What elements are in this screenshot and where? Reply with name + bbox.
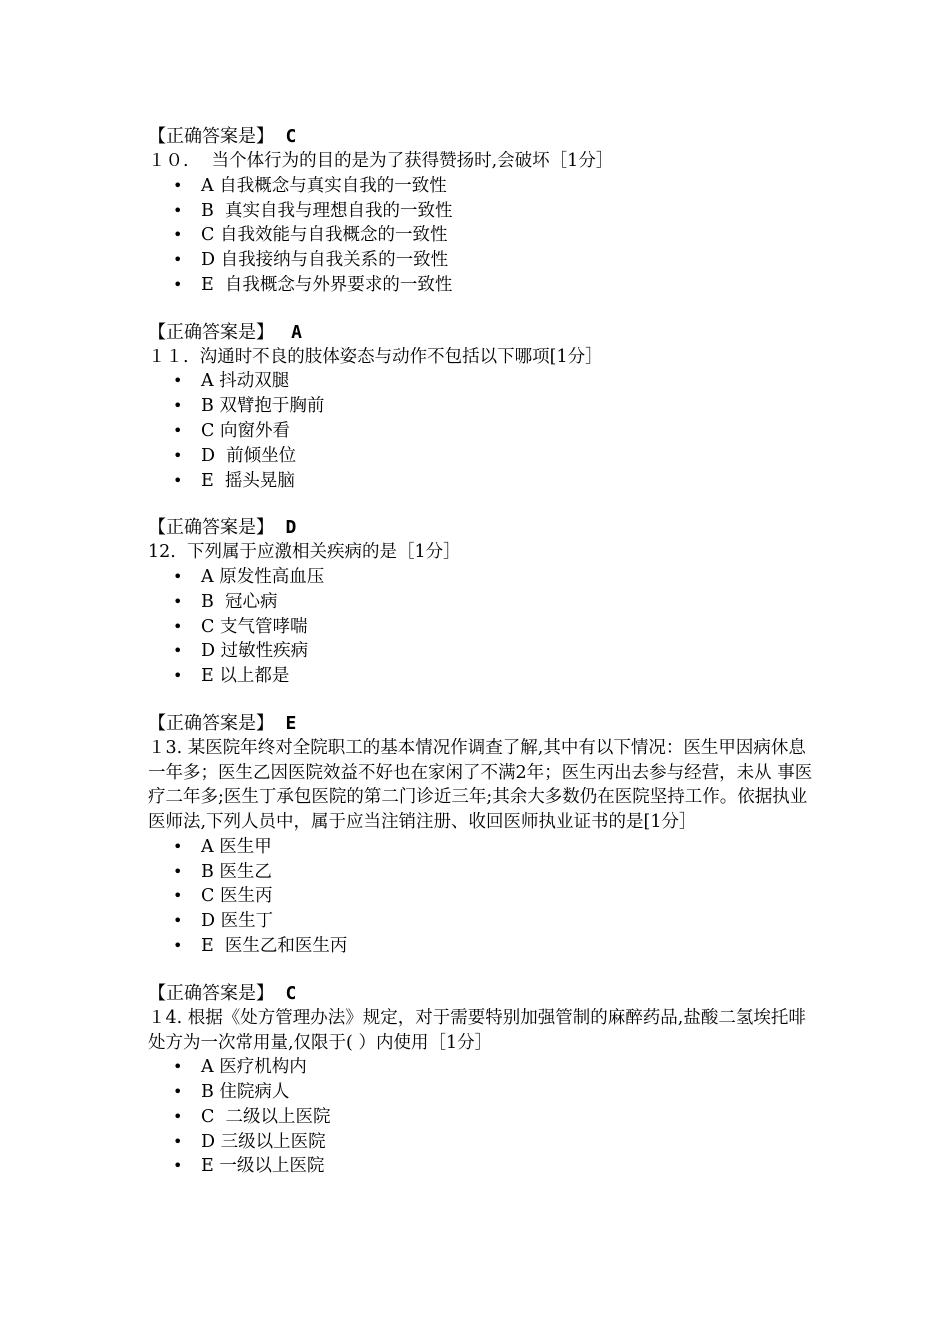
option-item: [148, 934, 818, 959]
option-text: C 医生丙: [201, 886, 273, 907]
bullet-icon: •: [173, 274, 183, 294]
option-text: C 自我效能与自我概念的一致性: [201, 225, 448, 246]
option-item: [148, 174, 818, 199]
option-text: A 医疗机构内: [201, 1057, 307, 1078]
option-text: C 支气管哮喘: [201, 616, 308, 637]
option-text: D 前倾坐位: [201, 445, 297, 466]
bullet-icon: •: [173, 666, 183, 686]
bullet-icon: •: [173, 371, 183, 391]
spacer: [148, 689, 818, 711]
option-item: [148, 860, 818, 885]
option-text: D 三级以上医院: [201, 1131, 326, 1152]
option-text: E 摇头晃脑: [201, 470, 295, 491]
bullet-icon: •: [173, 1057, 183, 1077]
option-item: [148, 369, 818, 394]
option-text: A 自我概念与真实自我的一致性: [201, 175, 447, 196]
answer-letter: C: [285, 982, 297, 1004]
bullet-icon: •: [173, 175, 183, 195]
option-list: [148, 369, 818, 493]
question-text: １3. 某医院年终对全院职工的基本情况作调查了解,其中有以下情况：医生甲因病休息一年多；医生乙因医院效益不好也在家闲了不满2年；医生丙出去参与经营，未从 事医疗二年多;医生丁承包医院的第二门诊近三年;其余大多数仍在医院坚持工作。依据执业医师法,下列人员中，属于应当注销注册、收回医师执业证书的是[1分］: [148, 738, 813, 833]
question-text: 12. 下列属于应激相关疾病的是［1分］: [148, 542, 461, 563]
answer-label: 【正确答案是】: [148, 126, 274, 147]
bullet-icon: •: [173, 396, 183, 416]
option-item: [148, 835, 818, 860]
bullet-icon: •: [173, 250, 183, 270]
answer-letter: E: [285, 713, 297, 735]
bullet-icon: •: [173, 836, 183, 856]
spacer: [148, 298, 818, 320]
correct-answer: [148, 981, 818, 1006]
bullet-icon: •: [173, 225, 183, 245]
option-text: B 医生乙: [201, 861, 272, 882]
option-text: B 真实自我与理想自我的一致性: [201, 200, 453, 221]
option-text: E 一级以上医院: [201, 1156, 325, 1177]
option-item: [148, 615, 818, 640]
option-item: [148, 565, 818, 590]
option-text: E 医生乙和医生丙: [201, 936, 348, 957]
option-text: C 向窗外看: [201, 420, 290, 441]
option-item: [148, 1130, 818, 1155]
bullet-icon: •: [173, 861, 183, 881]
correct-answer: [148, 124, 818, 149]
option-item: [148, 469, 818, 494]
question-text: １１. 沟通时不良的肢体姿态与动作不包括以下哪项[1分］: [148, 346, 603, 367]
bullet-icon: •: [173, 420, 183, 440]
spacer: [148, 959, 818, 981]
option-item: [148, 639, 818, 664]
option-item: [148, 1154, 818, 1179]
option-text: B 双臂抱于胸前: [201, 396, 325, 417]
option-item: [148, 884, 818, 909]
bullet-icon: •: [173, 591, 183, 611]
option-item: [148, 394, 818, 419]
option-item: [148, 1055, 818, 1080]
option-item: [148, 223, 818, 248]
bullet-icon: •: [173, 936, 183, 956]
correct-answer: [148, 711, 818, 736]
option-text: A 医生甲: [201, 836, 272, 857]
option-item: [148, 444, 818, 469]
option-item: [148, 1105, 818, 1130]
option-item: [148, 590, 818, 615]
option-item: [148, 199, 818, 224]
bullet-icon: •: [173, 445, 183, 465]
bullet-icon: •: [173, 616, 183, 636]
answer-letter: C: [285, 126, 297, 147]
option-item: [148, 664, 818, 689]
correct-answer: [148, 515, 818, 540]
bullet-icon: •: [173, 1082, 183, 1102]
option-text: E 自我概念与外界要求的一致性: [201, 274, 453, 295]
option-text: D 医生丁: [201, 911, 274, 932]
option-list: [148, 1055, 818, 1179]
option-text: A 原发性高血压: [201, 567, 325, 588]
bullet-icon: •: [173, 1156, 183, 1176]
bullet-icon: •: [173, 886, 183, 906]
bullet-icon: •: [173, 911, 183, 931]
option-list: [148, 174, 818, 298]
option-text: B 冠心病: [201, 591, 278, 612]
bullet-icon: •: [173, 1131, 183, 1151]
option-text: E 以上都是: [201, 666, 290, 687]
answer-label: 【正确答案是】: [148, 321, 274, 343]
option-item: [148, 1080, 818, 1105]
document-page: [148, 124, 818, 1179]
option-item: [148, 419, 818, 444]
correct-answer: [148, 320, 818, 345]
option-list: [148, 565, 818, 689]
bullet-icon: •: [173, 567, 183, 587]
option-list: [148, 835, 818, 959]
answer-label: 【正确答案是】: [148, 517, 274, 539]
option-text: B 住院病人: [201, 1082, 290, 1103]
option-text: D 过敏性疾病: [201, 641, 309, 662]
bullet-icon: •: [173, 1106, 183, 1126]
bullet-icon: •: [173, 641, 183, 661]
answer-label: 【正确答案是】: [148, 713, 274, 735]
bullet-icon: •: [173, 470, 183, 490]
option-text: D 自我接纳与自我关系的一致性: [201, 250, 449, 271]
answer-letter: D: [285, 517, 297, 539]
answer-label: 【正确答案是】: [148, 982, 274, 1004]
option-text: A 抖动双腿: [201, 371, 290, 392]
bullet-icon: •: [173, 200, 183, 220]
option-item: [148, 273, 818, 298]
option-item: [148, 909, 818, 934]
option-item: [148, 248, 818, 273]
option-text: C 二级以上医院: [201, 1106, 331, 1127]
question-text: １4. 根据《处方管理办法》规定，对于需要特别加强管制的麻醉药品,盐酸二氢埃托啡处方为一次常用量,仅限于( ）内使用［1分］: [148, 1007, 806, 1053]
answer-letter: A: [291, 321, 303, 343]
question-text: １０. 当个体行为的目的是为了获得赞扬时,会破坏［1分］: [148, 151, 614, 171]
spacer: [148, 493, 818, 515]
